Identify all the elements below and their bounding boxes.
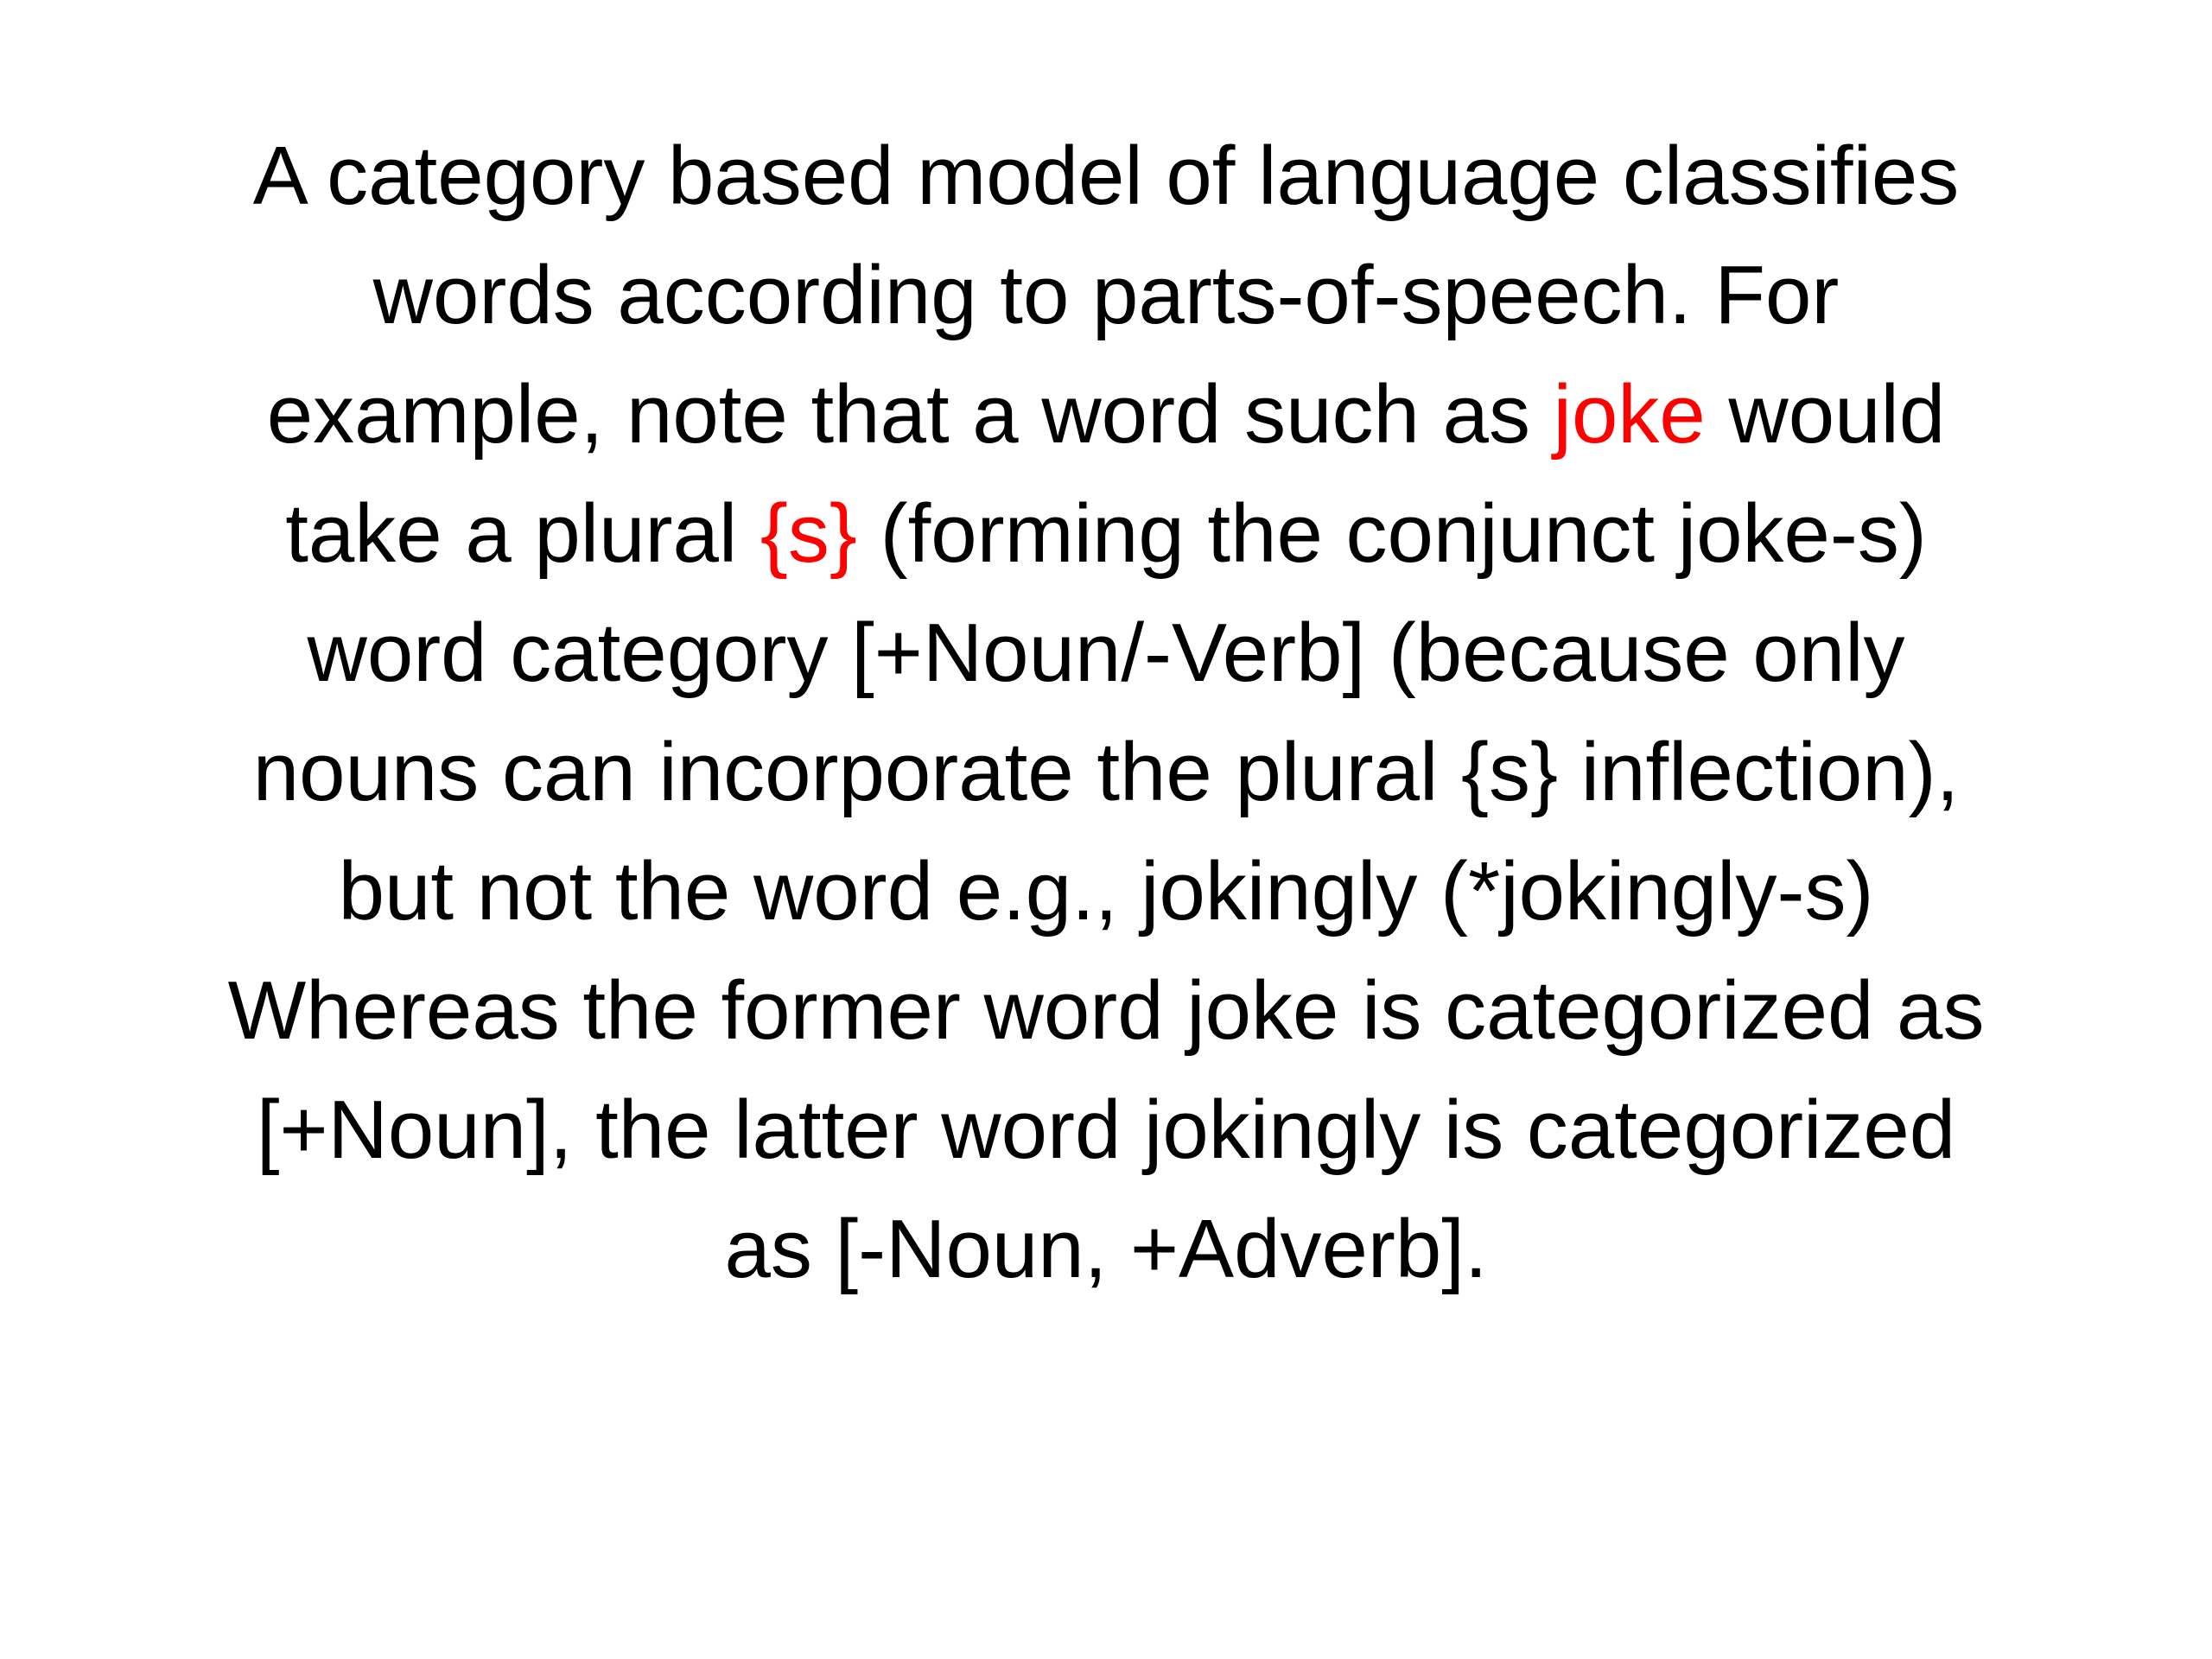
text-line-9 [130,1071,2082,1190]
text-line-5 [130,594,2082,713]
highlighted-word-joke: joke [1553,368,1706,461]
text-span: [+Noun], the latter word jokingly is categorized [256,1084,1956,1176]
text-line-10 [130,1190,2082,1309]
text-span: as [-Noun, +Adverb]. [724,1203,1488,1295]
text-line-7 [130,832,2082,951]
text-line-8 [130,951,2082,1071]
text-line-2 [130,236,2082,355]
text-span: word category [+Noun/-Verb] (because only [307,607,1905,699]
text-span: example, note that a word such as [266,368,1554,461]
text-span: (forming the conjunct joke-s) [856,487,1927,580]
text-span: A category based model of language classifies [252,130,1960,222]
text-span: Whereas the former word joke is categorized as [227,964,1985,1057]
text-span: but not the word e.g., jokingly (*jokingly-s) [338,845,1874,938]
text-line-6 [130,713,2082,832]
slide-body-text [130,117,2082,1309]
text-line-1 [130,117,2082,236]
text-span: nouns can incorporate the plural {s} inflection), [252,726,1960,818]
text-span: words according to parts-of-speech. For [372,249,1840,341]
text-span: would [1705,368,1946,461]
text-span: take a plural [285,487,760,580]
text-line-4 [130,474,2082,594]
highlighted-plural-s: {s} [760,487,857,580]
text-line-3 [130,355,2082,474]
